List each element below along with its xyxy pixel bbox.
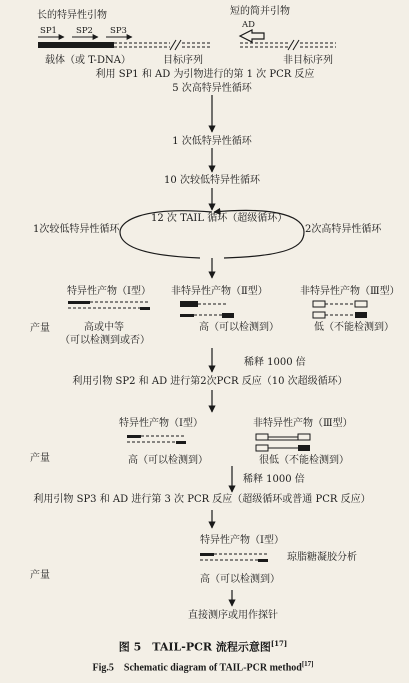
round2-products — [127, 434, 310, 451]
vector-target-dna — [38, 40, 210, 50]
round2-yield-label: 产量 — [30, 453, 50, 464]
final-use-label: 直接测序或用作探针 — [188, 610, 278, 621]
round2-yield-type1: 高（可以检测到） — [128, 455, 208, 466]
round2-title: 利用引物 SP2 和 AD 进行第2次PCR 反应（10 次超级循环） — [72, 376, 348, 387]
gel-analysis-label: 琼脂糖凝胶分析 — [287, 552, 357, 563]
round3-type1-label: 特异性产物（Ⅰ型） — [200, 535, 284, 546]
round1-yield-type1-detail: （可以检测到或否） — [60, 335, 150, 346]
short-primer-title: 短的简并引物 — [230, 6, 290, 17]
ad-label: AD — [242, 20, 255, 30]
round1-yield-type1: 高或中等 — [84, 322, 124, 333]
sp3-label: SP3 — [110, 26, 127, 36]
round1-step-low: 1 次低特异性循环 — [172, 136, 252, 147]
round1-step-lower: 10 次较低特异性循环 — [164, 175, 260, 186]
round1-type3-label: 非特异性产物（Ⅲ型） — [300, 286, 400, 297]
round2-type3-label: 非特异性产物（Ⅲ型） — [253, 418, 353, 429]
round1-products — [68, 301, 367, 318]
vector-label: 载体（或 T-DNA） — [45, 55, 131, 66]
round3-yield-type1: 高（可以检测到） — [200, 574, 280, 585]
sp1-label: SP1 — [40, 26, 57, 36]
round2-dilution: 稀释 1000 倍 — [244, 357, 306, 368]
round1-type2-label: 非特异性产物（Ⅱ型） — [171, 286, 268, 297]
round1-type1-label: 特异性产物（Ⅰ型） — [67, 286, 151, 297]
cycle-right-label: 2次高特异性循环 — [305, 224, 382, 235]
caption-cn: 图 5 TAIL-PCR 流程示意图[17] — [118, 639, 288, 654]
long-primer-title: 长的特异性引物 — [37, 10, 107, 21]
caption-en: Fig.5 Schematic diagram of TAIL-PCR method[17] — [92, 660, 314, 674]
cycle-left-label: 1次较低特异性循环 — [33, 224, 120, 235]
round3-title: 利用引物 SP3 和 AD 进行第 3 次 PCR 反应（超级循环或普通 PCR 反应） — [33, 494, 371, 505]
round1-yield-type3: 低（不能检测到） — [314, 322, 394, 333]
round2-type1-label: 特异性产物（Ⅰ型） — [119, 418, 203, 429]
cycle-mid-label: 12 次 TAIL 循环（超级循环） — [151, 213, 288, 224]
nontarget-seq-label: 非目标序列 — [283, 55, 333, 66]
round3-product — [200, 553, 268, 562]
round2-yield-type3: 很低（不能检测到） — [259, 455, 349, 466]
target-seq-label: 目标序列 — [163, 55, 203, 66]
round1-yield-type2: 高（可以检测到） — [199, 322, 279, 333]
round3-yield-label: 产量 — [30, 570, 50, 581]
round1-step-high: 5 次高特异性循环 — [172, 83, 252, 94]
round1-title: 利用 SP1 和 AD 为引物进行的第 1 次 PCR 反应 — [95, 69, 315, 80]
round3-dilution: 稀释 1000 倍 — [243, 474, 305, 485]
round1-yield-label: 产量 — [30, 323, 50, 334]
sp2-label: SP2 — [76, 26, 93, 36]
ad-nontarget-dna — [240, 30, 336, 50]
